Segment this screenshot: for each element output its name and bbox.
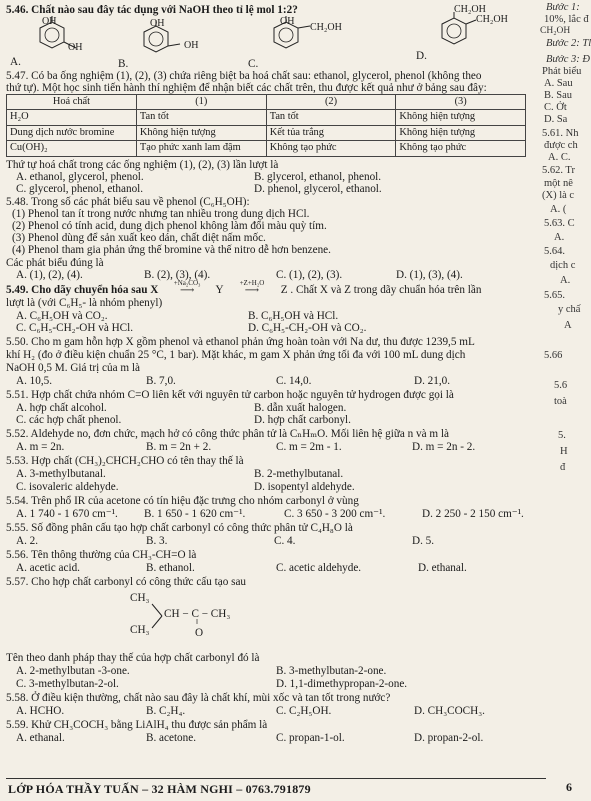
right-line: Phát biểu bbox=[542, 66, 582, 77]
right-line: toà bbox=[554, 396, 567, 407]
question-5-48-stem: 5.48. Trong số các phát biểu sau về phenol (C₆H₅OH): bbox=[6, 196, 250, 208]
table-header-cell: (3) bbox=[396, 95, 526, 110]
question-5-47-stem-3: Thứ tự hoá chất trong các ống nghiệm (1), (2), (3) lần lượt là bbox=[6, 159, 279, 171]
option-c[interactable]: C. C₂H₅OH. bbox=[276, 705, 332, 717]
right-line: 10%, lắc đ bbox=[544, 14, 589, 25]
option-a[interactable]: A. 2. bbox=[16, 535, 39, 547]
question-5-50-stem-1: 5.50. Cho m gam hỗn hợp X gồm phenol và ethanol phản ứng hoàn toàn với Na dư, thu được 1239,5 mL bbox=[6, 336, 475, 348]
ch2oh-label: CH₂OH bbox=[454, 4, 486, 15]
option-c[interactable]: C. 3 650 - 3 200 cm⁻¹. bbox=[284, 508, 386, 520]
table-row bbox=[7, 110, 526, 125]
oh-label: OH bbox=[184, 40, 199, 51]
option-b[interactable]: B. 2-methylbutanal. bbox=[254, 468, 344, 480]
right-line: A. Sau bbox=[544, 78, 573, 89]
question-5-59-stem: 5.59. Khử CH₃COCH₃ bằng LiAlH₄ thu được sản phẩm là bbox=[6, 719, 268, 731]
table-cell: Không tạo phức bbox=[266, 141, 396, 156]
right-line: A bbox=[564, 320, 572, 331]
table-row bbox=[7, 125, 526, 140]
option-d[interactable]: D. (1), (3), (4). bbox=[396, 269, 463, 281]
option-a[interactable]: A. 10,5. bbox=[16, 375, 53, 387]
option-a[interactable]: A. m = 2n. bbox=[16, 441, 65, 453]
table-header-cell: (2) bbox=[266, 95, 396, 110]
right-line: y chấ bbox=[558, 304, 581, 315]
table-cell: Không hiện tượng bbox=[396, 110, 526, 125]
reaction-arrow bbox=[226, 279, 278, 297]
option-d[interactable]: D. 5. bbox=[412, 535, 435, 547]
option-b[interactable]: B. ethanol. bbox=[146, 562, 195, 574]
table-cell: Không hiện tượng bbox=[396, 125, 526, 140]
benzene-ring-icon bbox=[24, 18, 94, 64]
footer-text: LỚP HÓA THẦY TUẤN – 32 HÀM NGHI – 0763.791879 bbox=[8, 782, 311, 796]
option-d[interactable]: D. ethanal. bbox=[418, 562, 467, 574]
right-line: một nê bbox=[544, 178, 573, 189]
option-b[interactable]: B. 1 650 - 1 620 cm⁻¹. bbox=[144, 508, 246, 520]
table-cell: Cu(OH)₂ bbox=[7, 141, 137, 156]
option-b-label: B. bbox=[118, 58, 129, 70]
option-c[interactable]: C. m = 2m - 1. bbox=[276, 441, 342, 453]
option-d[interactable]: D. phenol, glycerol, ethanol. bbox=[254, 183, 382, 195]
question-5-47-stem-2: thứ tự). Một học sinh tiến hành thí nghiệm để nhận biết các chất trên, thu được kết quả như ở bảng sau đây: bbox=[6, 82, 487, 94]
right-line: Bước 3: Đ bbox=[546, 54, 590, 65]
question-5-50-stem-3: NaOH 0,5 M. Giá trị của m là bbox=[6, 362, 140, 374]
oh-label: OH bbox=[68, 42, 83, 53]
stem-part: Z . Chất X và Z trong dãy chuẩn hóa trên lần bbox=[280, 284, 482, 296]
right-line: (X) là c bbox=[542, 190, 575, 201]
question-5-50-stem-2: khí H₂ (đo ở điều kiện chuẩn 25 °C, 1 bar). Mặt khác, m gam X phản ứng tối đa với 100 mL dung dịch bbox=[6, 349, 466, 361]
right-line: dịch c bbox=[550, 260, 576, 271]
question-5-58-stem: 5.58. Ở điều kiện thường, chất nào sau đây là chất khí, mùi xốc và tan tốt trong nước? bbox=[6, 692, 391, 704]
option-a[interactable]: A. C₆H₅OH và CO₂. bbox=[16, 310, 108, 322]
right-line: 5. bbox=[558, 430, 566, 441]
question-5-57-stem-2: Tên theo danh pháp thay thế của hợp chất carbonyl đó là bbox=[6, 652, 260, 664]
page-number: 6 bbox=[566, 780, 572, 794]
question-5-48-stem-2: Các phát biểu đúng là bbox=[6, 257, 104, 269]
table-header-cell: Hoá chất bbox=[7, 95, 137, 110]
option-b[interactable]: B. C₆H₅OH và HCl. bbox=[248, 310, 339, 322]
option-a[interactable]: A. 2-methylbutan -3-one. bbox=[16, 665, 130, 677]
question-5-46-stem: 5.46. Chất nào sau đây tác dụng với NaOH theo tỉ lệ mol 1:2? bbox=[6, 4, 298, 16]
option-d[interactable]: D. isopentyl aldehyde. bbox=[254, 481, 355, 493]
table-cell: Không tạo phức bbox=[396, 141, 526, 156]
right-line: A. C. bbox=[548, 152, 571, 163]
stem-part: 5.49. Cho dãy chuyển hóa sau X bbox=[6, 284, 159, 296]
arrow-icon: ⟶ bbox=[179, 285, 195, 296]
option-d[interactable]: D. 1,1-dimethypropan-2-one. bbox=[276, 678, 408, 690]
option-b[interactable]: B. glycerol, ethanol, phenol. bbox=[254, 171, 382, 183]
reaction-arrow bbox=[161, 279, 213, 297]
option-c[interactable]: C. glycerol, phenol, ethanol. bbox=[16, 183, 144, 195]
ch3-label: CH₃ bbox=[130, 624, 150, 636]
right-line: 5.66 bbox=[544, 350, 563, 361]
page-footer bbox=[0, 776, 584, 801]
option-a[interactable]: A. ethanal. bbox=[16, 732, 65, 744]
question-5-52-stem: 5.52. Aldehyde no, đơn chức, mạch hở có công thức phân tử là CₙHₘO. Mối liên hệ giữa n và m là bbox=[6, 428, 449, 440]
statement-3: (3) Phenol dùng để sản xuất keo dán, chất diệt nấm mốc. bbox=[12, 232, 266, 244]
option-d[interactable]: D. 2 250 - 2 150 cm⁻¹. bbox=[422, 508, 524, 520]
question-5-53-stem: 5.53. Hợp chất (CH₃)₂CHCH₂CHO có tên thay thế là bbox=[6, 455, 244, 467]
option-d[interactable]: D. propan-2-ol. bbox=[414, 732, 484, 744]
question-5-49-stem-1 bbox=[6, 279, 482, 297]
question-5-55-stem: 5.55. Số đồng phân cấu tạo hợp chất carbonyl có công thức phân tử C₄H₈O là bbox=[6, 522, 353, 534]
option-b[interactable]: B. 3-methylbutan-2-one. bbox=[276, 665, 387, 677]
option-c[interactable]: C. 14,0. bbox=[276, 375, 312, 387]
option-b[interactable]: B. dẫn xuất halogen. bbox=[254, 402, 347, 414]
carbon-chain: CH − C − CH₃ bbox=[164, 608, 231, 620]
structural-formula bbox=[124, 590, 244, 650]
option-b[interactable]: B. (2), (3), (4). bbox=[144, 269, 211, 281]
right-line: Bước 2: Tl bbox=[546, 38, 591, 49]
statement-2: (2) Phenol có tính acid, dung dịch phenol không làm đổi màu quỳ tím. bbox=[12, 220, 327, 232]
molecule-a bbox=[24, 18, 94, 68]
option-d[interactable]: D. C₆H₅-CH₂-OH và CO₂. bbox=[248, 322, 367, 334]
experiment-table bbox=[6, 94, 526, 157]
option-a[interactable]: A. (1), (2), (4). bbox=[16, 269, 83, 281]
table-cell: Dung dịch nước bromine bbox=[7, 125, 137, 140]
right-line: đ bbox=[560, 462, 566, 473]
option-a[interactable]: A. HCHO. bbox=[16, 705, 65, 717]
option-c[interactable]: C. acetic aldehyde. bbox=[276, 562, 362, 574]
table-cell: Tan tốt bbox=[266, 110, 396, 125]
right-line: 5.64. bbox=[544, 246, 565, 257]
right-line: A. ( bbox=[550, 204, 567, 215]
arrow-icon: ⟶ bbox=[244, 285, 260, 296]
table-cell: Tan tốt bbox=[136, 110, 266, 125]
option-c[interactable]: C. propan-1-ol. bbox=[276, 732, 345, 744]
right-line: Bước 1: bbox=[546, 2, 580, 13]
option-c[interactable]: C. 4. bbox=[274, 535, 296, 547]
option-a[interactable]: A. hợp chất alcohol. bbox=[16, 402, 107, 414]
option-b[interactable]: B. 3. bbox=[146, 535, 168, 547]
option-c[interactable]: C. các hợp chất phenol. bbox=[16, 414, 122, 426]
right-line: 5.65. bbox=[544, 290, 565, 301]
ch3-label: CH₃ bbox=[130, 592, 150, 604]
right-line: H bbox=[560, 446, 568, 457]
option-d[interactable]: D. CH₃COCH₃. bbox=[414, 705, 485, 717]
oxygen-label: O bbox=[195, 627, 204, 639]
question-5-56-stem: 5.56. Tên thông thường của CH₃-CH=O là bbox=[6, 549, 197, 561]
right-line: B. Sau bbox=[544, 90, 573, 101]
table-row bbox=[7, 141, 526, 156]
table-cell: Không hiện tượng bbox=[136, 125, 266, 140]
arrow-reagent: +Na₂CO₃ bbox=[173, 279, 201, 287]
ch2oh-label: CH₂OH bbox=[310, 22, 342, 33]
table-cell: Kết tủa trắng bbox=[266, 125, 396, 140]
option-a-label: A. bbox=[10, 56, 21, 68]
option-c[interactable]: C. C₆H₅-CH₂-OH và HCl. bbox=[16, 322, 134, 334]
table-cell: H₂O bbox=[7, 110, 137, 125]
option-a[interactable]: A. 3-methylbutanal. bbox=[16, 468, 106, 480]
option-d[interactable]: D. hợp chất carbonyl. bbox=[254, 414, 351, 426]
right-line: 5.6 bbox=[554, 380, 568, 391]
question-5-51-stem: 5.51. Hợp chất chứa nhóm C=O liên kết với nguyên tử carbon hoặc nguyên tử hydrogen được gọi là bbox=[6, 389, 454, 401]
table-header-row bbox=[7, 95, 526, 110]
stem-part: Y bbox=[215, 284, 224, 296]
footer-divider bbox=[6, 778, 546, 779]
option-d[interactable]: D. m = 2n - 2. bbox=[412, 441, 476, 453]
arrow-reagent: +Z+H₂O bbox=[239, 279, 265, 287]
question-5-49-stem-2: lượt là (với C₆H₅- là nhóm phenyl) bbox=[6, 297, 163, 309]
statement-1: (1) Phenol tan ít trong nước nhưng tan nhiều trong dung dịch HCl. bbox=[12, 208, 310, 220]
option-a[interactable]: A. ethanol, glycerol, phenol. bbox=[16, 171, 144, 183]
question-5-54-stem: 5.54. Trên phổ IR của acetone có tín hiệu đặc trưng cho nhóm carbonyl ở vùng bbox=[6, 495, 359, 507]
option-d-label: D. bbox=[416, 50, 427, 62]
option-a[interactable]: A. acetic acid. bbox=[16, 562, 80, 574]
option-c[interactable]: C. (1), (2), (3). bbox=[276, 269, 343, 281]
table-header-cell: (1) bbox=[136, 95, 266, 110]
bond-lines-icon bbox=[150, 600, 164, 632]
question-5-57-stem: 5.57. Cho hợp chất carbonyl có công thức cấu tạo sau bbox=[6, 576, 247, 588]
option-b[interactable]: B. 7,0. bbox=[146, 375, 176, 387]
option-b[interactable]: B. acetone. bbox=[146, 732, 197, 744]
ch2oh-label: CH₂OH bbox=[476, 14, 508, 25]
right-line: CH₂OH bbox=[540, 26, 571, 36]
right-line: A. bbox=[560, 275, 571, 286]
oh-label: OH bbox=[280, 16, 295, 27]
right-column-clipped bbox=[540, 0, 591, 801]
option-b[interactable]: B. C₂H₄. bbox=[146, 705, 186, 717]
right-line: 5.62. Tr bbox=[542, 165, 575, 176]
oh-label: OH bbox=[42, 16, 57, 27]
right-line: 5.61. Nh bbox=[542, 128, 579, 139]
table-cell: Tạo phức xanh lam đậm bbox=[136, 141, 266, 156]
right-line: C. Ởt bbox=[544, 102, 567, 113]
option-c[interactable]: C. 3-methylbutan-2-ol. bbox=[16, 678, 119, 690]
right-line: được ch bbox=[544, 140, 578, 151]
option-d[interactable]: D. 21,0. bbox=[414, 375, 451, 387]
right-line: A. bbox=[554, 232, 565, 243]
option-b[interactable]: B. m = 2n + 2. bbox=[146, 441, 212, 453]
right-line: 5.63. C bbox=[544, 218, 575, 229]
option-c-label: C. bbox=[248, 58, 259, 70]
option-a[interactable]: A. 1 740 - 1 670 cm⁻¹. bbox=[16, 508, 118, 520]
question-5-47-stem-1: 5.47. Có ba ống nghiệm (1), (2), (3) chứa riêng biệt ba hoá chất sau: ethanol, glycerol, phenol (không theo bbox=[6, 70, 482, 82]
right-line: D. Sa bbox=[544, 114, 568, 125]
statement-4: (4) Phenol tham gia phản ứng thế bromine và thế nitro dễ hơn benzene. bbox=[12, 244, 331, 256]
oh-label: OH bbox=[150, 18, 165, 29]
option-c[interactable]: C. isovaleric aldehyde. bbox=[16, 481, 119, 493]
double-bond-icon: ‖ bbox=[196, 618, 198, 626]
